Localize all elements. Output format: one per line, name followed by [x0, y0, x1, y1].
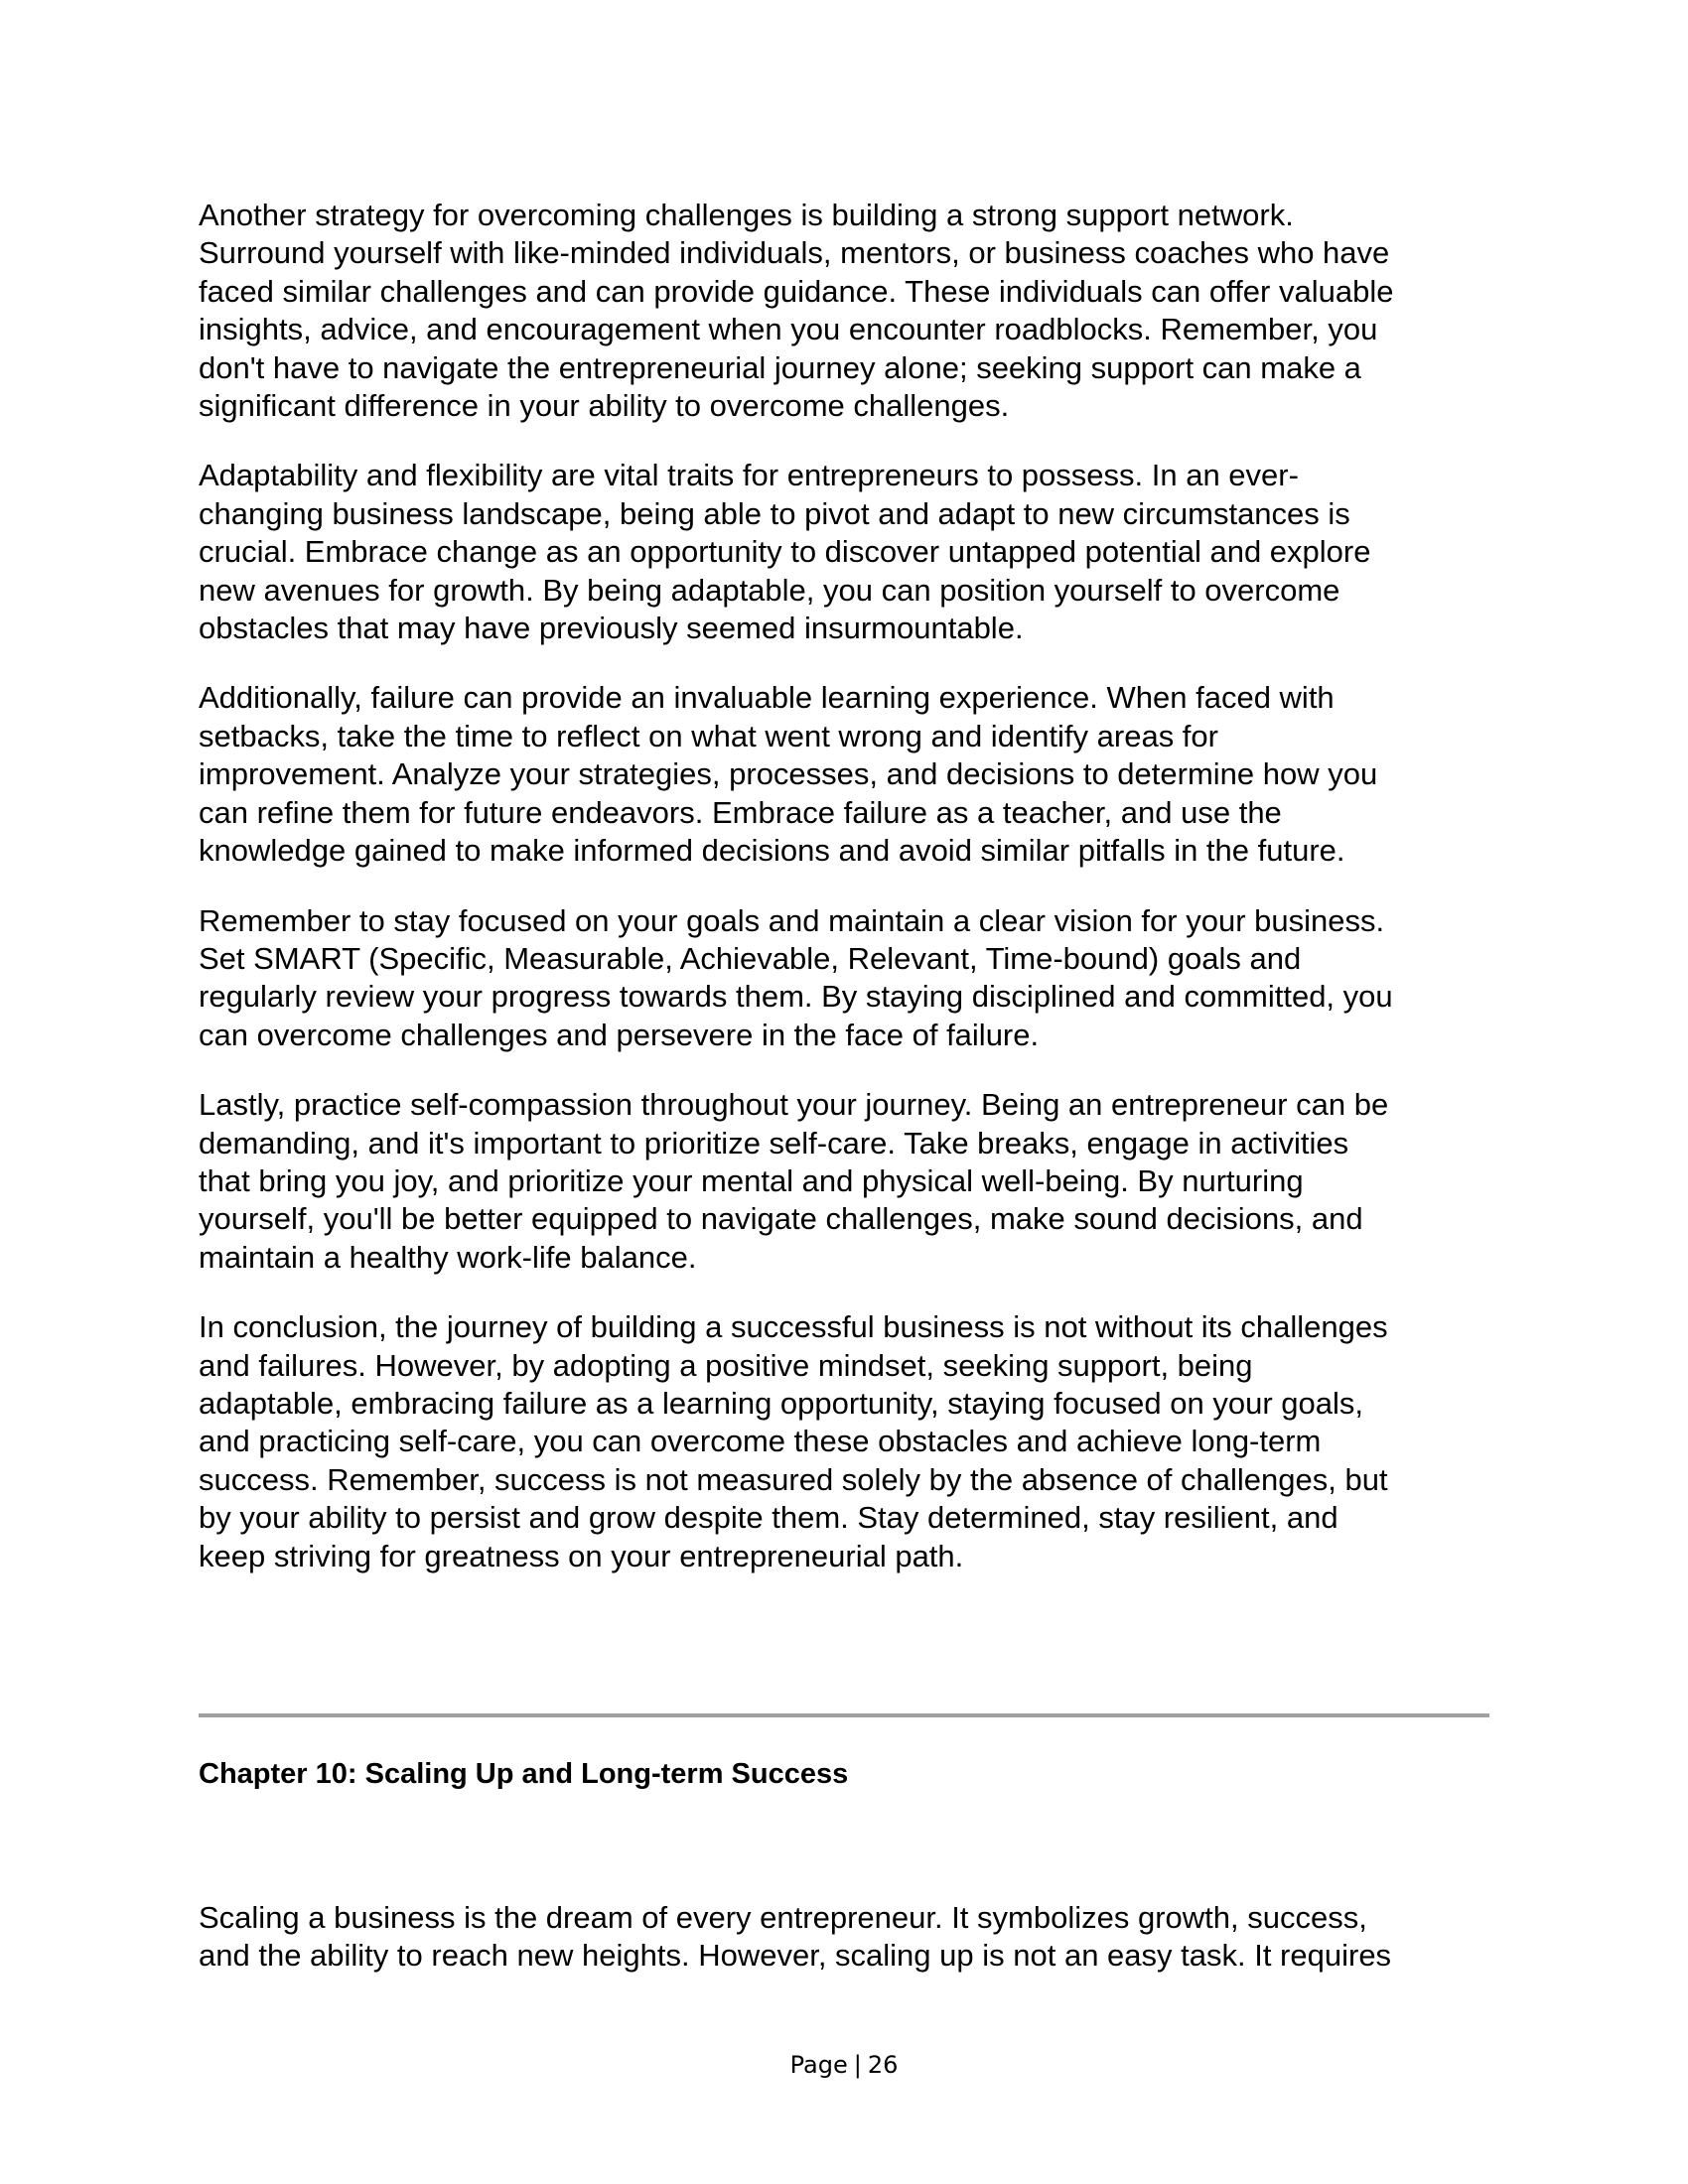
page-footer [0, 2049, 1688, 2081]
text-line: can refine them for future endeavors. Embrace failure as a teacher, and use the [199, 794, 1282, 830]
text-line: don't have to navigate the entrepreneurial journey alone; seeking support can make a [199, 349, 1361, 385]
text-line: setbacks, take the time to reflect on what went wrong and identify areas for [199, 718, 1218, 753]
paragraph-adaptability [199, 457, 1499, 647]
text-line: Another strategy for overcoming challenges is building a strong support network. [199, 198, 1294, 232]
text-line: crucial. Embrace change as an opportunity to discover untapped potential and explore [199, 534, 1371, 570]
text-line: faced similar challenges and can provide guidance. These individuals can offer valuable [199, 273, 1394, 309]
text-line: Additionally, failure can provide an invaluable learning experience. When faced with [199, 680, 1335, 716]
text-line: demanding, and it's important to prioritize self-care. Take breaks, engage in activities [199, 1125, 1349, 1160]
paragraph-support-network [199, 197, 1499, 425]
text-line: adaptable, embracing failure as a learning opportunity, staying focused on your goals, [199, 1385, 1363, 1421]
text-line: and practicing self-care, you can overcome these obstacles and achieve long-term [199, 1424, 1322, 1459]
chapter-body-text [199, 1899, 1499, 2007]
text-line: Remember to stay focused on your goals and maintain a clear vision for your business. [199, 902, 1385, 938]
text-line: obstacles that may have previously seemed insurmountable. [199, 611, 1024, 646]
paragraph-smart-goals [199, 902, 1499, 1055]
text-line: insights, advice, and encouragement when you encounter roadblocks. Remember, you [199, 312, 1378, 347]
text-line: can overcome challenges and persevere in the face of failure. [199, 1017, 1040, 1052]
text-line: changing business landscape, being able to pivot and adapt to new circumstances is [199, 495, 1350, 531]
page-number: 26 [867, 2051, 899, 2079]
text-line: keep striving for greatness on your entrepreneurial path. [199, 1538, 964, 1573]
text-line: In conclusion, the journey of building a successful business is not without its challenges [199, 1309, 1388, 1345]
text-line: maintain a healthy work-life balance. [199, 1239, 697, 1275]
page-label: Page [789, 2051, 848, 2079]
text-line: that bring you joy, and prioritize your mental and physical well-being. By nurturing [199, 1162, 1304, 1198]
chapter-heading: Chapter 10: Scaling Up and Long-term Success [199, 1758, 849, 1790]
paragraph-self-compassion [199, 1086, 1499, 1277]
text-line: and the ability to reach new heights. However, scaling up is not an easy task. It requires [199, 1938, 1392, 1974]
text-line: new avenues for growth. By being adaptable, you can position yourself to overcome [199, 572, 1340, 608]
paragraph-conclusion [199, 1308, 1499, 1575]
horizontal-divider [199, 1713, 1489, 1717]
text-line: success. Remember, success is not measured solely by the absence of challenges, but [199, 1461, 1388, 1497]
page-separator: | [853, 2051, 862, 2079]
text-line: Set SMART (Specific, Measurable, Achievable, Relevant, Time-bound) goals and [199, 940, 1302, 976]
text-line: regularly review your progress towards them. By staying disciplined and committed, you [199, 979, 1393, 1015]
paragraph-scaling-intro [199, 1899, 1499, 1976]
paragraph-failure-learning [199, 679, 1499, 870]
text-line: by your ability to persist and grow despite them. Stay determined, stay resilient, and [199, 1500, 1338, 1536]
text-line: and failures. However, by adopting a positive mindset, seeking support, being [199, 1347, 1253, 1383]
text-line: Adaptability and flexibility are vital traits for entrepreneurs to possess. In an ever- [199, 458, 1299, 493]
body-text [199, 197, 1499, 1607]
text-line: improvement. Analyze your strategies, processes, and decisions to determine how you [199, 756, 1378, 792]
text-line: Scaling a business is the dream of every entrepreneur. It symbolizes growth, success, [199, 1900, 1367, 1935]
text-line: significant difference in your ability to overcome challenges. [199, 388, 1010, 424]
text-line: Surround yourself with like-minded individuals, mentors, or business coaches who have [199, 235, 1390, 271]
text-line: knowledge gained to make informed decisions and avoid similar pitfalls in the future. [199, 833, 1345, 869]
text-line: yourself, you'll be better equipped to navigate challenges, make sound decisions, and [199, 1201, 1363, 1237]
text-line: Lastly, practice self-compassion throughout your journey. Being an entrepreneur can be [199, 1087, 1389, 1123]
